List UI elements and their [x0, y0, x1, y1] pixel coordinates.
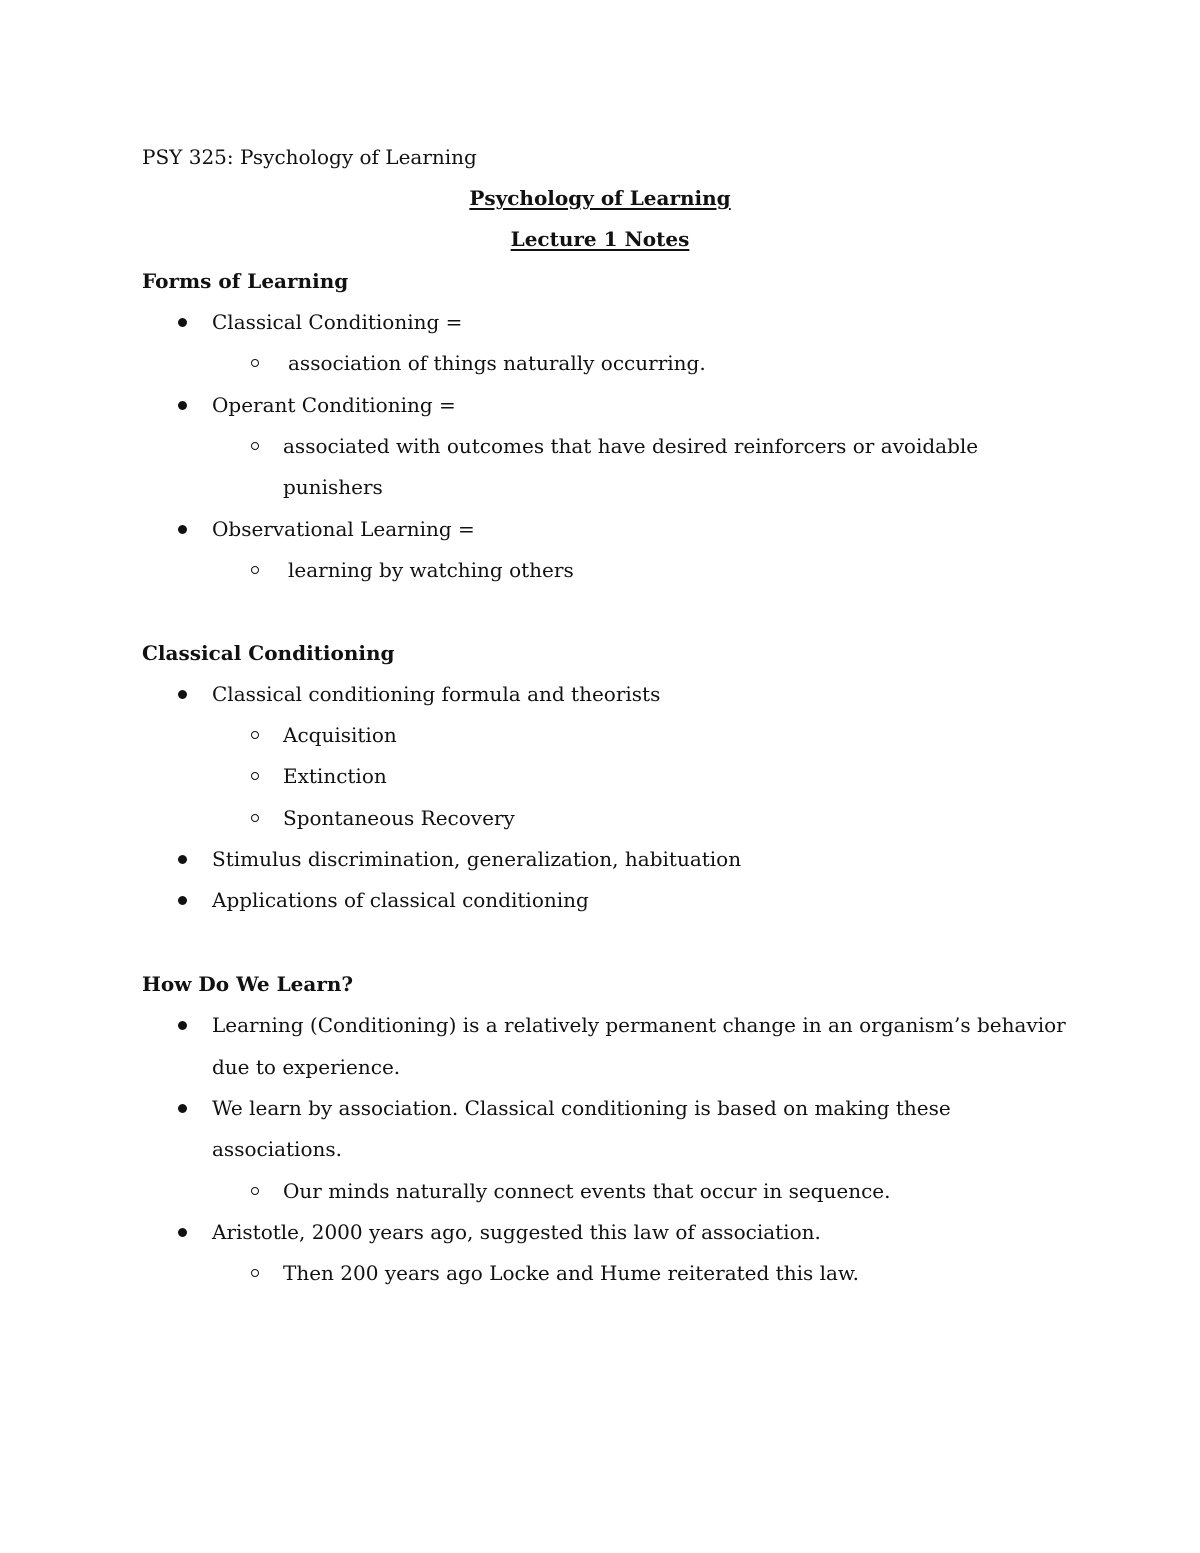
document-title: Psychology of Learning [469, 186, 731, 210]
sub-list-item: Acquisition [283, 723, 397, 747]
section-heading: Forms of Learning [142, 269, 349, 293]
list-item: Applications of classical conditioning [212, 888, 589, 912]
list-item-line: associations. [212, 1137, 342, 1161]
list-item-line: We learn by association. Classical conditioning is based on making these [212, 1096, 951, 1120]
bullet-icon [178, 855, 187, 864]
bullet-icon [178, 1021, 187, 1030]
sub-list-item: Then 200 years ago Locke and Hume reiterated this law. [283, 1261, 860, 1285]
sub-bullet-icon [251, 814, 259, 822]
course-title: PSY 325: Psychology of Learning [142, 145, 477, 169]
bullet-icon [178, 1104, 187, 1113]
sub-list-item: Spontaneous Recovery [283, 806, 515, 830]
list-item: Classical conditioning formula and theorists [212, 682, 661, 706]
bullet-icon [178, 525, 187, 534]
list-item: Operant Conditioning = [212, 393, 456, 417]
bullet-icon [178, 690, 187, 699]
section-heading: Classical Conditioning [142, 641, 395, 665]
sub-bullet-icon [251, 442, 259, 450]
sub-list-item: Extinction [283, 764, 387, 788]
list-item-line: Learning (Conditioning) is a relatively permanent change in an organism’s behavior [212, 1013, 1066, 1037]
list-item: Observational Learning = [212, 517, 475, 541]
sub-bullet-icon [251, 1269, 259, 1277]
sub-bullet-icon [251, 1187, 259, 1195]
sub-list-item: learning by watching others [288, 558, 574, 582]
sub-list-item: Our minds naturally connect events that occur in sequence. [283, 1179, 891, 1203]
section-heading: How Do We Learn? [142, 972, 354, 996]
sub-list-item: association of things naturally occurring. [288, 351, 706, 375]
document-subtitle: Lecture 1 Notes [510, 227, 690, 251]
list-item: Aristotle, 2000 years ago, suggested this law of association. [212, 1220, 821, 1244]
bullet-icon [178, 1228, 187, 1237]
sub-list-item-line: associated with outcomes that have desired reinforcers or avoidable [283, 434, 979, 458]
bullet-icon [178, 896, 187, 905]
list-item: Classical Conditioning = [212, 310, 463, 334]
sub-list-item-line: punishers [283, 475, 383, 499]
sub-bullet-icon [251, 772, 259, 780]
bullet-icon [178, 401, 187, 410]
bullet-icon [178, 318, 187, 327]
list-item-line: due to experience. [212, 1055, 401, 1079]
list-item: Stimulus discrimination, generalization, habituation [212, 847, 742, 871]
sub-bullet-icon [251, 566, 259, 574]
sub-bullet-icon [251, 359, 259, 367]
sub-bullet-icon [251, 731, 259, 739]
